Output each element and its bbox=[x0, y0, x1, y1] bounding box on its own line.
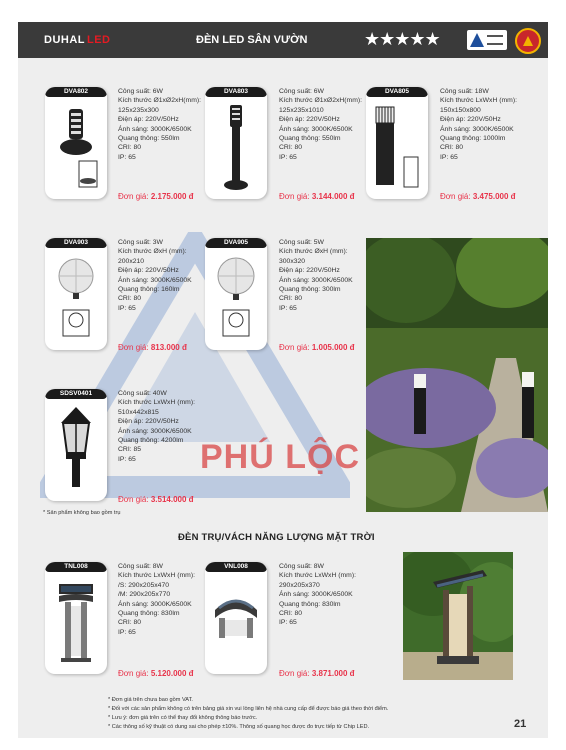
section-title-solar: ĐÈN TRỤ/VÁCH NĂNG LƯỢNG MẶT TRỜI bbox=[178, 532, 375, 543]
product-specs-dva903: Công suất: 3W Kích thước ØxH (mm): 200x210 Điện áp: 220V/50Hz Ánh sáng: 3000K/6500K Quang thông: 160lm CRI: 80 IP: 65 bbox=[118, 239, 192, 312]
product-code: DVA802 bbox=[45, 87, 107, 97]
product-card-tnl008 bbox=[45, 562, 107, 674]
bollard-lamp-image bbox=[45, 87, 107, 199]
product-price-dva802: Đơn giá: 2.175.000 đ bbox=[118, 192, 194, 201]
product-code: VNL008 bbox=[205, 562, 267, 572]
globe-lamp-image bbox=[205, 238, 267, 350]
footnote: * Đơn giá trên chưa bao gồm VAT. bbox=[108, 697, 193, 703]
pole-not-included-note: * Sản phẩm không bao gồm trụ bbox=[43, 510, 121, 516]
product-price-dva805: Đơn giá: 3.475.000 đ bbox=[440, 192, 516, 201]
product-card-vnl008 bbox=[205, 562, 267, 674]
product-price-vnl008: Đơn giá: 3.871.000 đ bbox=[279, 669, 355, 678]
product-code: TNL008 bbox=[45, 562, 107, 572]
page-number: 21 bbox=[514, 718, 527, 730]
product-code: SDSV0401 bbox=[45, 389, 107, 399]
footnote: * Đối với các sản phẩm không có trên bảng giá xin vui lòng liên hệ nhà cung cấp để được báo giá theo thời điểm. bbox=[108, 706, 389, 712]
solar-wall-lamp-image bbox=[205, 562, 267, 674]
product-card-sdsv0401 bbox=[45, 389, 107, 501]
tall-bollard-image bbox=[205, 87, 267, 199]
product-specs-dva803: Công suất: 6W Kích thước Ø1xØ2xH(mm): 125x235x1010 Điện áp: 220V/50Hz Ánh sáng: 3000K/6500K Quang thông: 550lm CRI: 80 IP: 65 bbox=[279, 88, 363, 161]
product-card-dva805 bbox=[366, 87, 428, 199]
product-card-dva905 bbox=[205, 238, 267, 350]
watermark-text: PHÚ LỘC bbox=[200, 438, 360, 476]
product-specs-sdsv0401: Công suất: 40W Kích thước LxWxH (mm): 510x442x815 Điện áp: 220V/50Hz Ánh sáng: 3000K/6500K Quang thông: 4200lm CRI: 85 IP: 65 bbox=[118, 390, 195, 463]
page-header bbox=[18, 22, 548, 58]
product-specs-dva805: Công suất: 18W Kích thước LxWxH (mm): 150x150x800 Điện áp: 220V/50Hz Ánh sáng: 3000K/6500K Quang thông: 1000lm CRI: 80 IP: 65 bbox=[440, 88, 517, 161]
solar-lamp-photo bbox=[403, 552, 513, 680]
globe-lamp-image bbox=[45, 238, 107, 350]
tuv-cert-icon bbox=[467, 30, 507, 50]
product-price-dva905: Đơn giá: 1.005.000 đ bbox=[279, 343, 355, 352]
page-title: ĐÈN LED SÂN VƯỜN bbox=[196, 34, 308, 46]
footnote: * Các thông số kỹ thuật có dung sai cho phép ±10%. Thông số quang học được đo trực tiếp từ Chip LED. bbox=[108, 724, 370, 730]
product-specs-vnl008: Công suất: 8W Kích thước LxWxH (mm): 290x205x370 Ánh sáng: 3000K/6500K Quang thông: 830lm CRI: 80 IP: 65 bbox=[279, 563, 356, 627]
square-bollard-image bbox=[366, 87, 428, 199]
product-card-dva802 bbox=[45, 87, 107, 199]
product-price-sdsv0401: Đơn giá: 3.514.000 đ bbox=[118, 495, 194, 504]
product-price-dva803: Đơn giá: 3.144.000 đ bbox=[279, 192, 355, 201]
product-price-tnl008: Đơn giá: 5.120.000 đ bbox=[118, 669, 194, 678]
award-emblem-icon bbox=[515, 28, 541, 54]
product-code: DVA903 bbox=[45, 238, 107, 248]
garden-photo bbox=[366, 238, 548, 512]
lantern-lamp-image bbox=[45, 389, 107, 501]
product-specs-dva905: Công suất: 5W Kích thước ØxH (mm): 300x320 Điện áp: 220V/50Hz Ánh sáng: 3000K/6500K Quang thông: 300lm CRI: 80 IP: 65 bbox=[279, 239, 353, 312]
product-code: DVA803 bbox=[205, 87, 267, 97]
product-code: DVA805 bbox=[366, 87, 428, 97]
footnotes bbox=[108, 696, 388, 732]
brand-logo: DUHAL LED bbox=[44, 34, 111, 46]
rating-stars-icon: ★★★★★ bbox=[364, 29, 440, 49]
product-specs-dva802: Công suất: 6W Kích thước Ø1xØ2xH(mm): 125x235x300 Điện áp: 220V/50Hz Ánh sáng: 3000K/6500K Quang thông: 550lm CRI: 80 IP: 65 bbox=[118, 88, 202, 161]
product-code: DVA905 bbox=[205, 238, 267, 248]
solar-bollard-image bbox=[45, 562, 107, 674]
footnote: * Lưu ý: đơn giá trên có thể thay đổi không thông báo trước. bbox=[108, 715, 258, 721]
product-specs-tnl008: Công suất: 8W Kích thước LxWxH (mm): /S: 290x205x470 /M: 290x205x770 Ánh sáng: 3000K/6500K Quang thông: 830lm CRI: 80 IP: 65 bbox=[118, 563, 195, 636]
product-price-dva903: Đơn giá: 813.000 đ bbox=[118, 343, 187, 352]
product-card-dva903 bbox=[45, 238, 107, 350]
product-card-dva803 bbox=[205, 87, 267, 199]
